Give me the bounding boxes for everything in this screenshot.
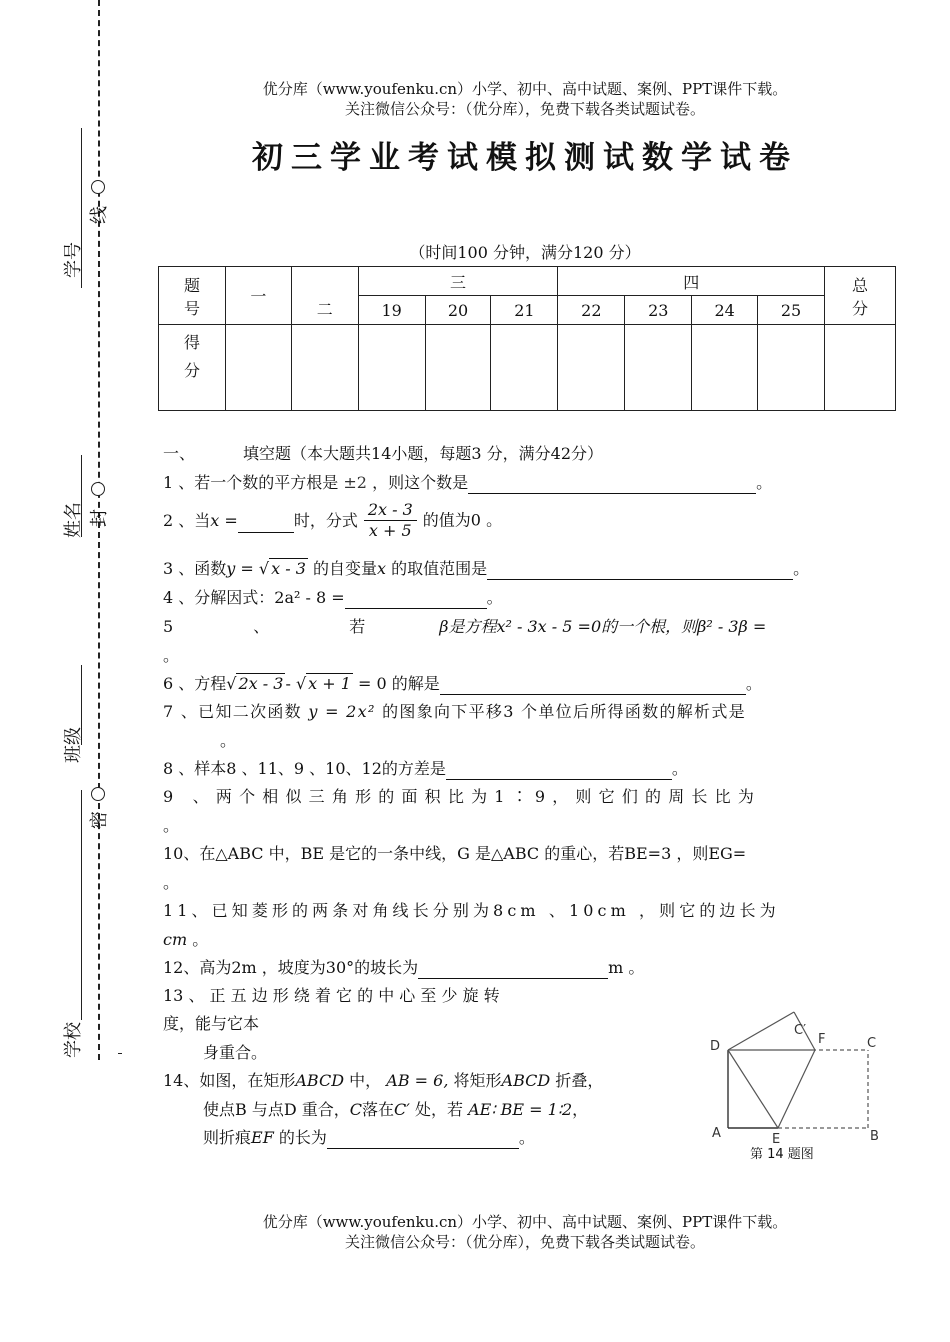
seal-mark: 封 xyxy=(89,509,110,527)
score-cell[interactable] xyxy=(425,325,491,411)
answer-blank[interactable] xyxy=(440,676,746,695)
question-10: 10、在△ABC 中，BE 是它的一条中线，G 是△ABC 的重心，若BE=3 ，则EG= xyxy=(163,844,747,863)
question-14-cont-2: 则折痕EF 的长为 。 xyxy=(203,1128,535,1147)
question-11: 11、已知菱形的两条对角线长分别为8cm 、10cm ，则它的边长为 xyxy=(163,901,780,920)
section-two-header: 二 xyxy=(291,267,358,325)
question-8: 8 、样本8 、11、9 、10、12的方差是 。 xyxy=(163,759,688,778)
question-13-cont-2: 身重合。 xyxy=(203,1043,268,1062)
score-cell[interactable] xyxy=(825,325,896,411)
label-c-prime: C′ xyxy=(794,1023,807,1038)
score-table xyxy=(158,266,896,411)
label-c: C xyxy=(867,1036,877,1051)
label-a: A xyxy=(712,1126,721,1141)
question-7-cont: 。 xyxy=(220,731,237,750)
footer-line-2: 关注微信公众号：（优分库），免费下载各类试题试卷。 xyxy=(344,1233,705,1251)
answer-blank[interactable] xyxy=(238,514,294,533)
line-mark: 线 xyxy=(89,206,110,224)
question-3: 3 、函数y = √ x - 3 的自变量x 的取值范围是 。 xyxy=(163,559,810,578)
question-22-header: 22 xyxy=(558,296,625,325)
name-label: 姓名 xyxy=(63,502,84,538)
page-title: 初三学业考试模拟测试数学试卷 xyxy=(252,140,798,176)
answer-blank[interactable] xyxy=(345,590,487,609)
question-14-figure xyxy=(700,1010,900,1165)
segment-c-prime-d xyxy=(728,1012,794,1050)
answer-blank[interactable] xyxy=(446,761,672,780)
segment-de xyxy=(728,1050,778,1128)
question-25-header: 25 xyxy=(758,296,825,325)
label-f: F xyxy=(818,1032,826,1047)
school-fill-line xyxy=(81,790,82,1020)
answer-blank[interactable] xyxy=(487,561,793,580)
student-id-label: 学号 xyxy=(63,242,84,278)
question-6: 6 、方程√ 2x - 3 - √ x + 1 = 0 的解是 。 xyxy=(163,674,762,693)
score-cell[interactable] xyxy=(758,325,825,411)
question-11-cont: cm 。 xyxy=(163,930,209,949)
score-cell[interactable] xyxy=(225,325,291,411)
header-line-1: 优分库（www.youfenku.cn）小学、初中、高中试题、案例、PPT课件下载。 xyxy=(262,80,788,98)
question-5-cont: 。 xyxy=(163,646,180,665)
label-e: E xyxy=(772,1132,781,1147)
exam-time-note: （时间100 分钟，满分120 分） xyxy=(409,243,641,262)
question-13-cont: 度，能与它本 xyxy=(163,1014,260,1033)
question-2: 2 、当x = 时，分式 $\frac{2x - 3}{x + 5}$ 的值为0 。 xyxy=(163,500,503,540)
question-12: 12、高为2m ，坡度为30°的坡长为 m 。 xyxy=(163,958,645,977)
question-13: 13 、 正 五 边 形 绕 着 它 的 中 心 至 少 旋 转 xyxy=(163,986,500,1005)
question-14-cont: 使点B 与点D 重合，C落在C′ 处，若 AE∶ BE = 1∶2， xyxy=(203,1100,589,1119)
question-19-header: 19 xyxy=(358,296,425,325)
score-cell[interactable] xyxy=(291,325,358,411)
question-21-header: 21 xyxy=(491,296,558,325)
question-5: 5 、 若 β是方程x² - 3x - 5 =0的一个根，则β² - 3β = xyxy=(163,617,767,636)
answer-blank[interactable] xyxy=(327,1130,519,1149)
figure-caption: 第 14 题图 xyxy=(750,1147,814,1162)
segment-ef xyxy=(778,1050,815,1128)
total-score-header: 总 分 xyxy=(825,267,896,325)
class-label: 班级 xyxy=(63,727,84,763)
margin-tick xyxy=(118,1053,122,1054)
question-14: 14、如图，在矩形ABCD 中， AB = 6, 将矩形ABCD 折叠， xyxy=(163,1071,604,1090)
question-23-header: 23 xyxy=(625,296,692,325)
question-7: 7 、已知二次函数 y = 2x² 的图象向下平移3 个单位后所得函数的解析式是 xyxy=(163,702,746,721)
fraction: $\frac{2x - 3}{x + 5}$ xyxy=(364,500,417,541)
score-cell[interactable] xyxy=(625,325,692,411)
question-1: 1 、若一个数的平方根是 ±2 ，则这个数是 。 xyxy=(163,473,773,492)
label-b: B xyxy=(870,1129,879,1144)
question-20-header: 20 xyxy=(425,296,491,325)
section-four-header: 四 xyxy=(558,267,825,296)
footer-line-1: 优分库（www.youfenku.cn）小学、初中、高中试题、案例、PPT课件下载。 xyxy=(262,1213,788,1231)
answer-blank[interactable] xyxy=(418,960,608,979)
question-24-header: 24 xyxy=(692,296,758,325)
label-d: D xyxy=(710,1039,721,1054)
score-cell[interactable] xyxy=(692,325,758,411)
school-label: 学校 xyxy=(63,1022,84,1058)
score-cell[interactable] xyxy=(358,325,425,411)
header-line-2: 关注微信公众号：（优分库），免费下载各类试题试卷。 xyxy=(344,100,705,118)
score-cell[interactable] xyxy=(491,325,558,411)
question-9-cont: 。 xyxy=(163,816,180,835)
score-row-header: 得 分 xyxy=(159,325,226,411)
secret-mark: 密 xyxy=(89,811,110,829)
answer-blank[interactable] xyxy=(468,475,756,494)
question-number-header: 题 号 xyxy=(159,267,226,325)
question-4: 4 、分解因式：2a² - 8 = 。 xyxy=(163,588,503,607)
question-10-cont: 。 xyxy=(163,873,180,892)
section-three-header: 三 xyxy=(358,267,558,296)
section-one-header: 一 xyxy=(225,267,291,325)
section-heading: 一、 填空题（本大题共14小题，每题3 分，满分42分） xyxy=(163,444,604,463)
score-cell[interactable] xyxy=(558,325,625,411)
question-9: 9 、两个相似三角形的面积比为1∶9，则它们的周长比为 xyxy=(163,787,762,806)
